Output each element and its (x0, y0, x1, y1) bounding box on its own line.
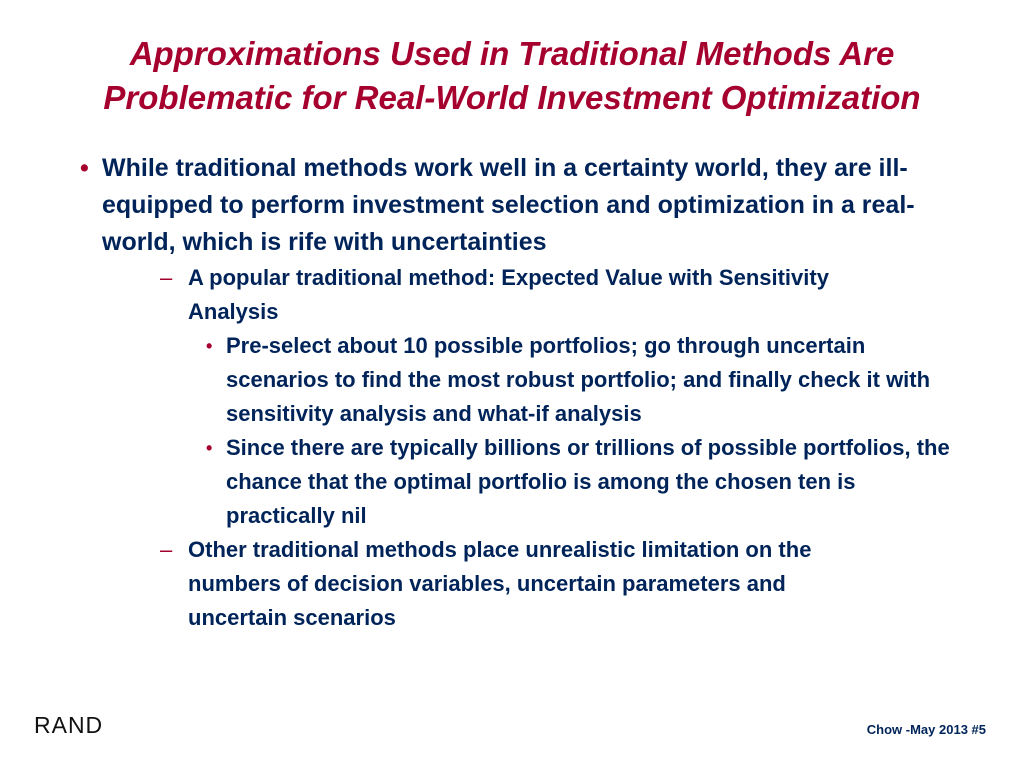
bullet-icon: • (80, 154, 89, 182)
bullet-main-text: While traditional methods work well in a certainty world, they are ill-equipped to perform investment selection and optimization in a real-world, which is rife with uncertainties (102, 154, 915, 256)
slide-body (80, 150, 960, 635)
dash-icon: – (160, 537, 173, 562)
bullet-sub2-text: Other traditional methods place unrealistic limitation on the numbers of decision variables, uncertain parameters and uncertain scenarios (188, 537, 812, 630)
bullet-sub1-item1-text: Pre-select about 10 possible portfolios; go through uncertain scenarios to find the most robust portfolio; and finally check it with sensitivity analysis and what-if analysis (226, 333, 931, 426)
bullet-level3-first (206, 329, 966, 431)
dot-icon: • (206, 438, 213, 458)
title-line-2: Problematic for Real-World Investment Optimization (103, 79, 921, 116)
bullet-level2-first (160, 261, 888, 329)
title-line-1: Approximations Used in Traditional Methods Are (129, 35, 895, 72)
bullet-level3-second (206, 431, 966, 533)
bullet-level1 (80, 150, 960, 261)
bullet-sub1-text: A popular traditional method: Expected Value with Sensitivity Analysis (188, 265, 829, 324)
slide-footer: Chow -May 2013 #5 (866, 722, 986, 737)
bullet-level2-second (160, 533, 888, 635)
slide-title (0, 32, 1024, 120)
bullet-sub1-item2-text: Since there are typically billions or trillions of possible portfolios, the chance that the optimal portfolio is among the chosen ten is practically nil (226, 435, 950, 528)
rand-logo: RAND (34, 712, 104, 738)
dash-icon: – (160, 265, 173, 290)
dot-icon: • (206, 336, 213, 356)
